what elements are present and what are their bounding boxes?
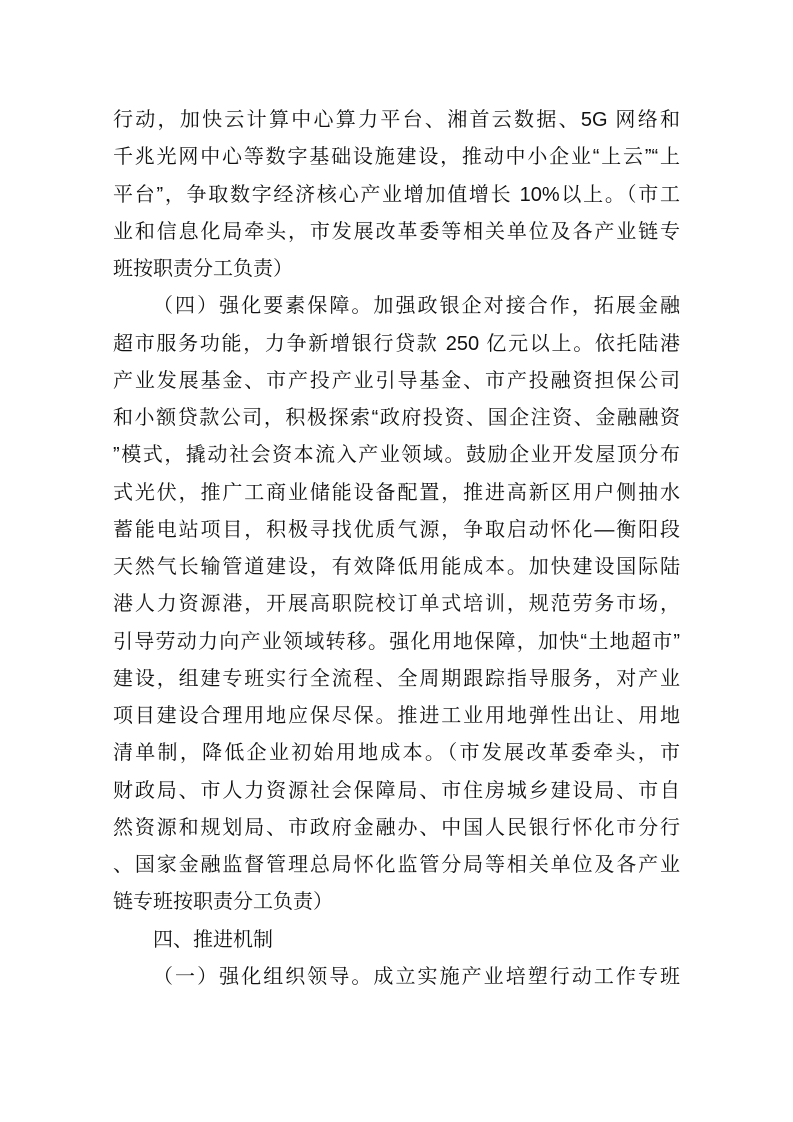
paragraph — [113, 959, 680, 996]
text-line: 行动，加快云计算中心算力平台、湘首云数据、5G 网络和 — [113, 109, 680, 131]
paragraph — [113, 288, 680, 921]
text-line: 式光伏，推广工商业储能设备配置，推进高新区用户侧抽水 — [113, 481, 680, 504]
text-line: 、国家金融监督管理总局怀化监管分局等相关单位及各产业 — [113, 854, 680, 876]
paragraph — [113, 102, 680, 288]
section-heading: 四、推进机制 — [153, 928, 273, 951]
text-line: 超市服务功能，力争新增银行贷款 250 亿元以上。依托陆港 — [113, 332, 680, 355]
text-line: 清单制，降低企业初始用地成本。（市发展改革委牵头，市 — [113, 742, 680, 765]
text-line: ”模式，撬动社会资本流入产业领域。鼓励企业开发屋顶分布 — [113, 444, 680, 467]
text-line: 引导劳动力向产业领域转移。强化用地保障，加快“土地超市” — [113, 630, 680, 653]
text-line: 建设，组建专班实行全流程、全周期跟踪指导服务，对产业 — [113, 667, 680, 690]
text-line: 千兆光网中心等数字基础设施建设，推动中小企业“上云”“上 — [113, 146, 680, 169]
text-line: （一）强化组织领导。成立实施产业培塑行动工作专班 — [153, 965, 680, 988]
text-line: 业和信息化局牵头，市发展改革委等相关单位及各产业链专 — [113, 220, 680, 243]
text-line: 和小额贷款公司，积极探索“政府投资、国企注资、金融融资 — [113, 407, 680, 429]
text-line: 天然气长输管道建设，有效降低用能成本。加快建设国际陆 — [113, 556, 680, 578]
document-body — [113, 102, 680, 996]
text-line: 链专班按职责分工负责） — [113, 891, 333, 914]
text-line: 蓄能电站项目，积极寻找优质气源，争取启动怀化—衡阳段 — [113, 518, 680, 541]
text-line: 平台”，争取数字经济核心产业增加值增长 10%以上。（市工 — [113, 183, 680, 206]
text-line: 然资源和规划局、市政府金融办、中国人民银行怀化市分行 — [113, 816, 680, 839]
paragraph — [113, 922, 680, 959]
text-line: 财政局、市人力资源社会保障局、市住房城乡建设局、市自 — [113, 779, 680, 802]
text-line: （四）强化要素保障。加强政银企对接合作，拓展金融 — [153, 295, 680, 318]
text-line: 产业发展基金、市产投产业引导基金、市产投融资担保公司 — [113, 369, 680, 392]
text-line: 项目建设合理用地应保尽保。推进工业用地弹性出让、用地 — [113, 705, 680, 727]
text-line: 港人力资源港，开展高职院校订单式培训，规范劳务市场， — [113, 593, 680, 616]
text-line: 班按职责分工负责） — [113, 258, 293, 280]
